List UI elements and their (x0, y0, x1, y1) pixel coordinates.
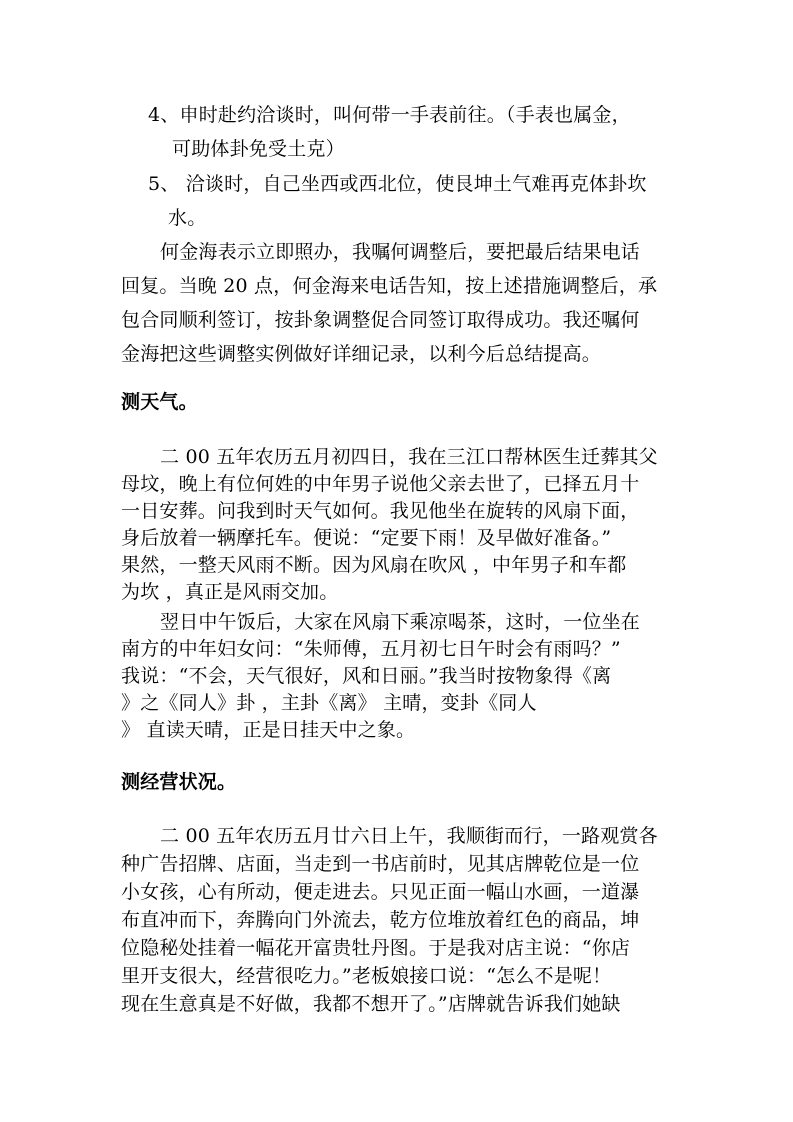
weather-para-b-line-1: 翌日中午饭后，大家在风扇下乘凉喝茶，这时，一位坐在 (160, 611, 641, 633)
para-1-line-2: 回复。当晚 20 点，何金海来电话告知，按上述措施调整后，承 (121, 275, 658, 297)
list-item-4-line-1: 4、申时赴约洽谈时，叫何带一手表前往。（手表也属金， (148, 104, 631, 126)
weather-para-a-line-5: 果然，一整天风雨不断。因为风扇在吹风 ，中年男子和车都 (121, 554, 627, 576)
weather-para-b-line-4: 》之《同人》卦 ，主卦《离》 主晴，变卦《同人 (121, 692, 537, 714)
business-para-line-4: 布直冲而下，奔腾向门外流去，乾方位堆放着红色的商品，坤 (121, 909, 640, 931)
weather-para-b-line-2: 南方的中年妇女问：“朱师傅，五月初七日午时会有雨吗？” (121, 638, 621, 660)
weather-para-a-line-2: 母坟，晚上有位何姓的中年男子说他父亲去世了，已择五月十 (121, 473, 640, 495)
weather-para-a-line-6: 为坎 ，真正是风雨交加。 (121, 581, 339, 603)
list-item-5-line-1: 5、 洽谈时，自己坐西或西北位，使艮坤土气难再克体卦坎 (148, 173, 647, 195)
business-para-line-3: 小女孩，心有所动，便走进去。只见正面一幅山水画，一道瀑 (121, 881, 640, 903)
weather-para-a-line-3: 一日安葬。问我到时天气如何。我见他坐在旋转的风扇下面， (121, 500, 640, 522)
weather-para-a-line-1: 二 00 五年农历五月初四日，我在三江口帮林医生迁葬其父 (160, 446, 658, 468)
section-heading-weather: 测天气。 (121, 391, 198, 413)
list-item-4-line-2: 可助体卦免受土克） (172, 138, 345, 160)
para-1-line-4: 金海把这些调整实例做好详细记录，以利今后总结提高。 (121, 343, 602, 365)
section-heading-business: 测经营状况。 (121, 771, 237, 793)
list-item-5-line-2: 水。 (168, 207, 207, 229)
business-para-line-7: 现在生意真是不好做，我都不想开了。”店牌就告诉我们她缺 (121, 993, 621, 1015)
weather-para-b-line-3: 我说：“不会，天气很好，风和日丽。”我当时按物象得《离 (121, 665, 612, 687)
weather-para-b-line-5: 》 直读天晴，正是日挂天中之象。 (121, 719, 416, 741)
business-para-line-1: 二 00 五年农历五月廿六日上午，我顺街而行，一路观赏各 (160, 825, 658, 847)
weather-para-a-line-4: 身后放着一辆摩托车。便说：“定要下雨！及早做好准备。” (121, 527, 612, 549)
para-1-line-1: 何金海表示立即照办，我嘱何调整后，要把最后结果电话 (160, 241, 641, 263)
business-para-line-2: 种广告招牌、店面，当走到一书店前时，见其店牌乾位是一位 (121, 853, 640, 875)
business-para-line-6: 里开支很大，经营很吃力。”老板娘接口说：“怎么不是呢！ (121, 965, 612, 987)
business-para-line-5: 位隐秘处挂着一幅花开富贵牡丹图。于是我对店主说：“你店 (121, 937, 631, 959)
para-1-line-3: 包合同顺利签订，按卦象调整促合同签订取得成功。我还嘱何 (121, 309, 640, 331)
